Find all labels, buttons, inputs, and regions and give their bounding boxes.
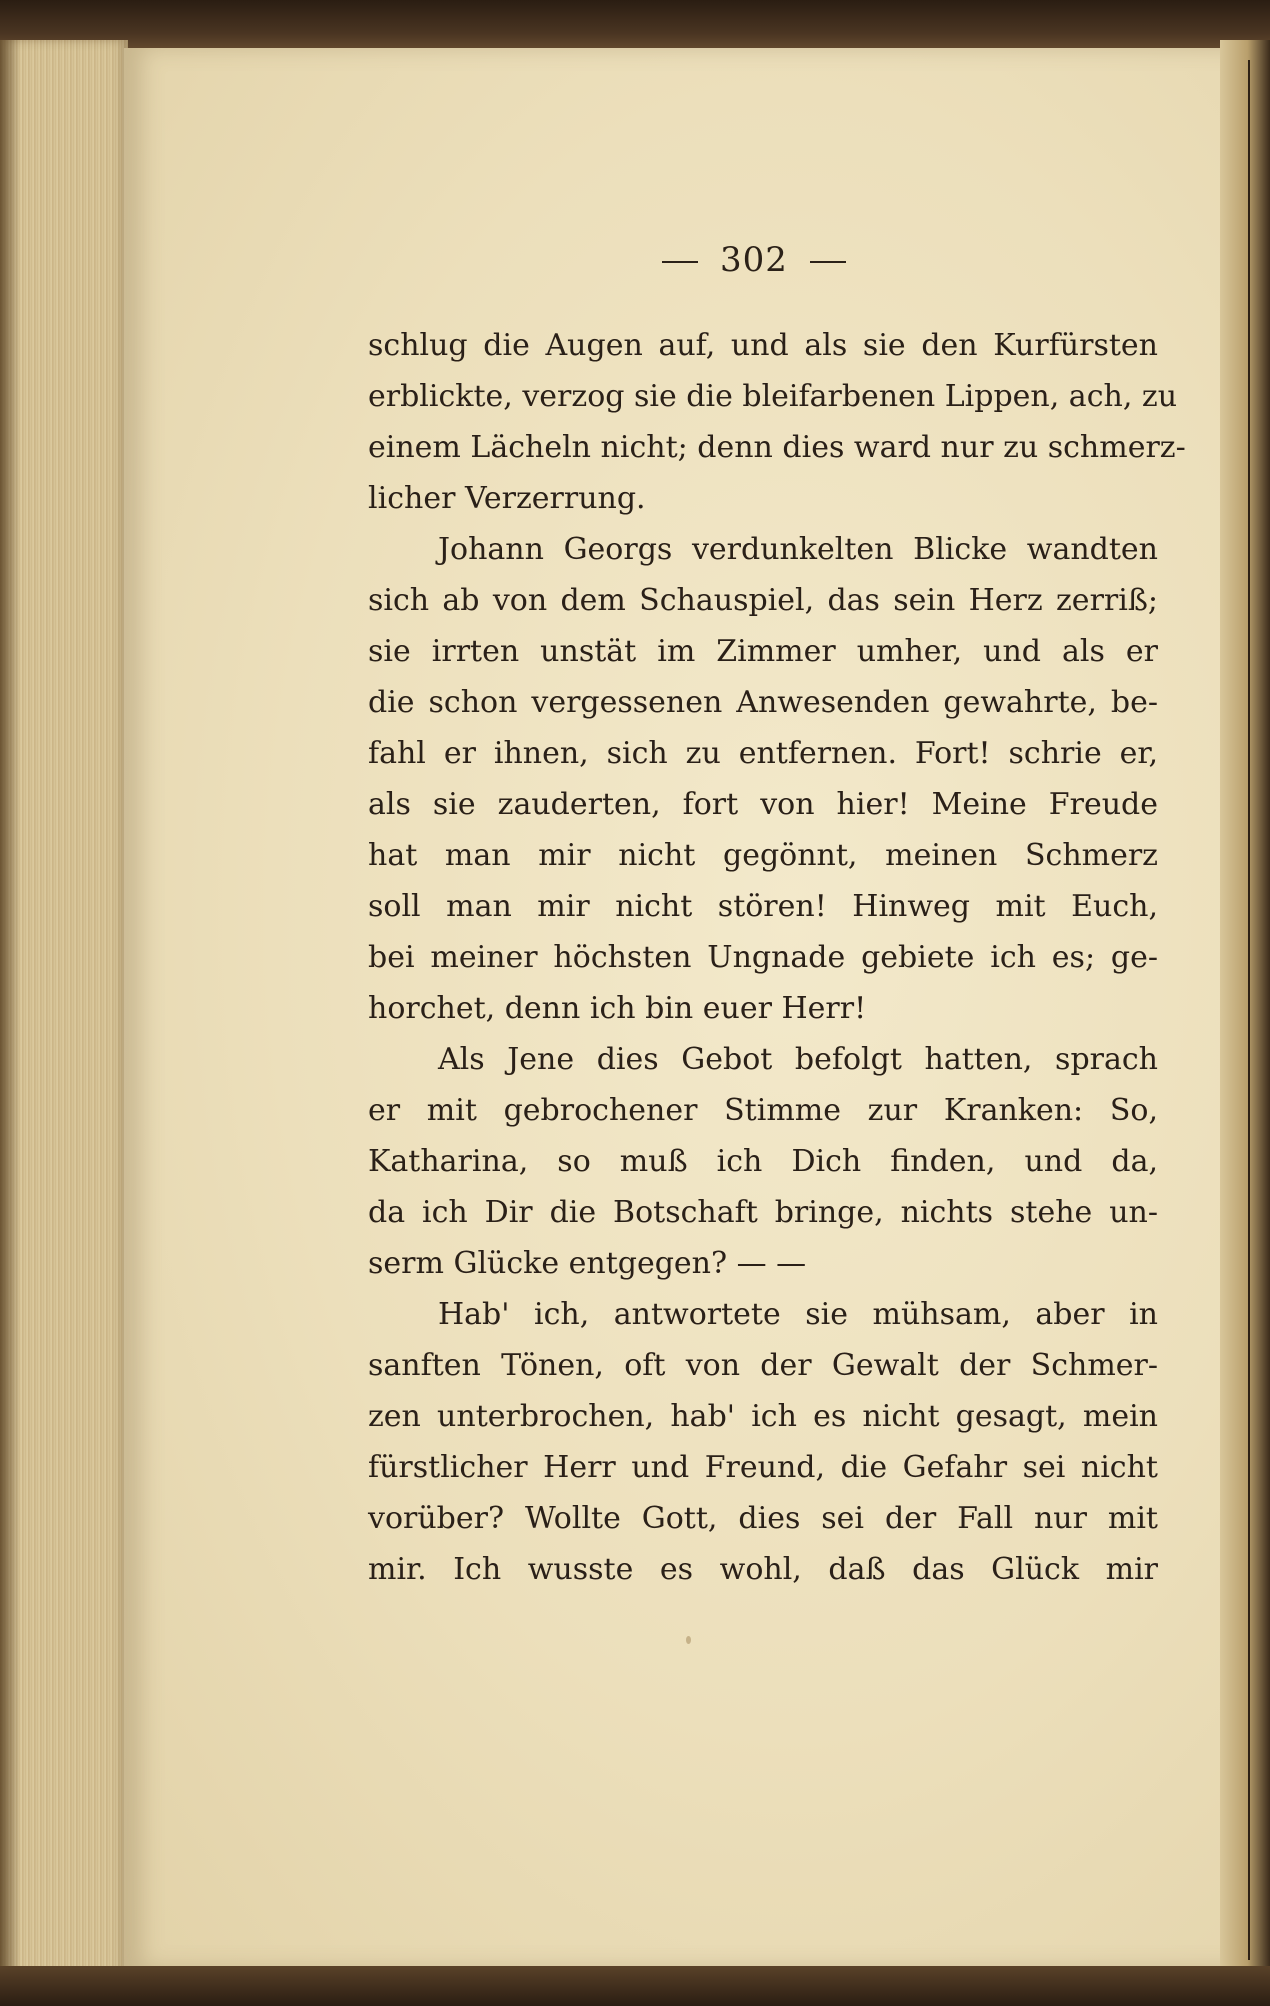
text-line: mir. Ich wusste es wohl, daß das Glück mir xyxy=(368,1552,1158,1587)
binding-bottom-edge xyxy=(0,1966,1270,2006)
text-line: sie irrten unstät im Zimmer umher, und als er xyxy=(368,634,1158,669)
page-gutter xyxy=(1220,40,1270,1990)
text-line: einem Lächeln nicht; denn dies ward nur zu schmerz- xyxy=(368,430,1186,465)
text-line: horchet, denn ich bin euer Herr! xyxy=(368,991,867,1026)
text-line: serm Glücke entgegen? — — xyxy=(368,1246,807,1281)
text-line: als sie zauderten, fort von hier! Meine Freude xyxy=(368,787,1158,822)
text-line: hat man mir nicht gegönnt, meinen Schmerz xyxy=(368,838,1158,873)
text-line: er mit gebrochener Stimme zur Kranken: So, xyxy=(368,1093,1158,1128)
text-line: licher Verzerrung. xyxy=(368,481,646,516)
header-dash-left xyxy=(662,261,698,263)
text-line: schlug die Augen auf, und als sie den Kurfürsten xyxy=(368,328,1158,363)
text-line: da ich Dir die Botschaft bringe, nichts stehe un- xyxy=(368,1195,1158,1230)
page-header xyxy=(640,240,868,280)
text-line: vorüber? Wollte Gott, dies sei der Fall nur mit xyxy=(368,1501,1158,1536)
text-line: soll man mir nicht stören! Hinweg mit Euch, xyxy=(368,889,1158,924)
body-text xyxy=(368,320,1186,1595)
text-line: sanften Tönen, oft von der Gewalt der Schmer- xyxy=(368,1348,1158,1383)
paper-speck xyxy=(686,1636,691,1644)
text-line: sich ab von dem Schauspiel, das sein Herz zerriß; xyxy=(368,583,1158,618)
text-line: bei meiner höchsten Ungnade gebiete ich es; ge- xyxy=(368,940,1158,975)
text-line: zen unterbrochen, hab' ich es nicht gesagt, mein xyxy=(368,1399,1158,1434)
text-line: fahl er ihnen, sich zu entfernen. Fort! schrie er, xyxy=(368,736,1158,771)
text-line: die schon vergessenen Anwesenden gewahrte, be- xyxy=(368,685,1158,720)
gutter-shadow-line xyxy=(1248,60,1250,1960)
text-line: Katharina, so muß ich Dich finden, und da, xyxy=(368,1144,1158,1179)
text-line: Als Jene dies Gebot befolgt hatten, sprach xyxy=(438,1042,1158,1077)
header-dash-right xyxy=(810,261,846,263)
text-line: erblickte, verzog sie die bleifarbenen Lippen, ach, zu xyxy=(368,379,1178,414)
text-line: fürstlicher Herr und Freund, die Gefahr sei nicht xyxy=(368,1450,1158,1485)
page-stack-edge xyxy=(0,40,128,1980)
text-line: Johann Georgs verdunkelten Blicke wandten xyxy=(438,532,1158,567)
text-line: Hab' ich, antwortete sie mühsam, aber in xyxy=(438,1297,1158,1332)
page-number: 302 xyxy=(720,240,788,280)
